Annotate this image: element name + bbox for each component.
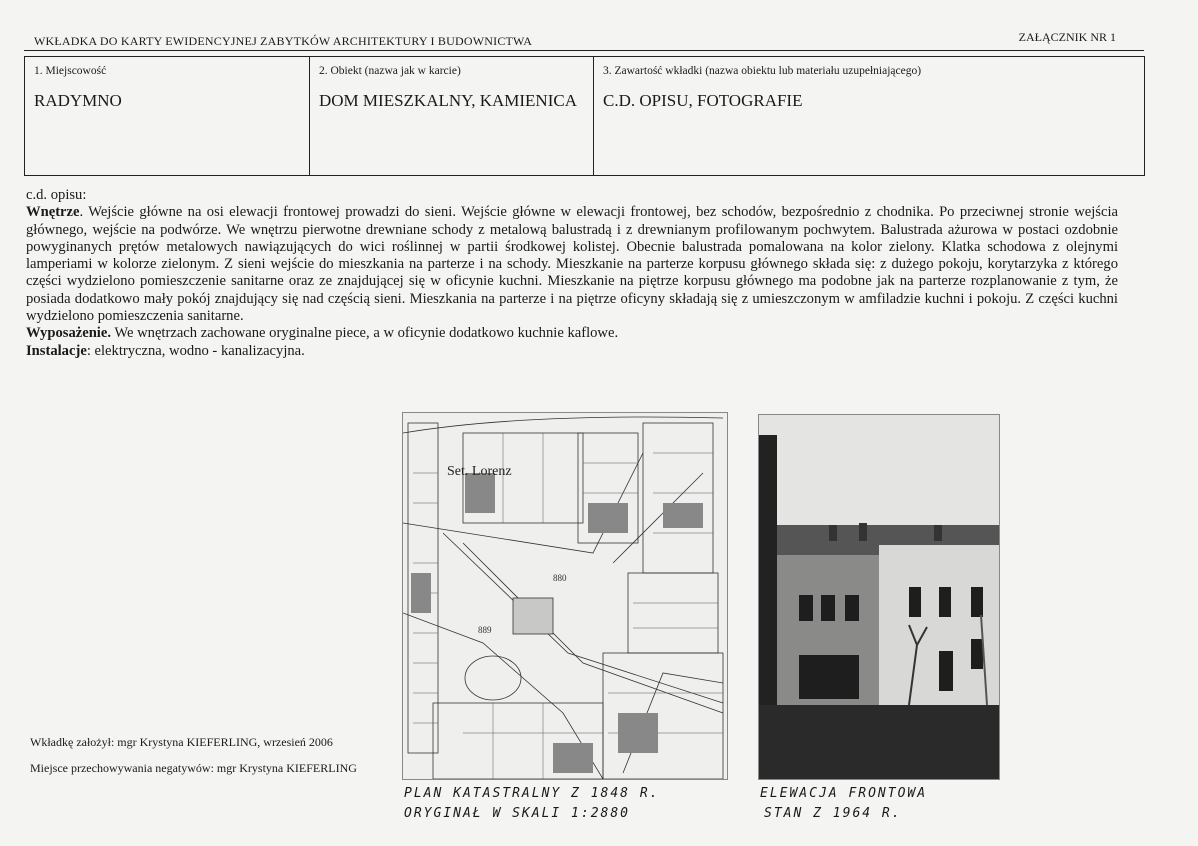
map-square-number: 889 bbox=[478, 625, 492, 635]
interior-text: . Wejście główne na osi elewacji frontowej prowadzi do sieni. Wejście główne w elewacji frontowej, bez schodów, bezpośrednio z chodnika. Po przeciwnej stronie wejścia głównego, wejście na podwórze. We wnętrzu pierwotne drewniane schody z metalową balustradą i z drewnianym profilowanym pochwytem. Balustrada ażurowa w postaci ozdobnie powyginanych prętów metalowych nawiązujących do wici roślinnej w partii środkowej kolistej. Obecnie balustrada pomalowana na kolor zielony. Klatka schodowa z olejnymi lamperiami w kolorze zielonym. Z sieni wejście do mieszkania na parterze i na schody. Mieszkanie na parterze korpusu głównego składa się: z dużego pokoju, korytarzyka z którego części wydzielono pomieszczenie sanitarne oraz ze znajdującej się w oficynie kuchni. Mieszkanie na piętrze korpusu głównego ma podobne jak na parterze rozplanowanie z tym, że posiada dodatkowo mały pokój znajdujący się nad częścią sieni. Mieszkania na parterze i na piętrze oficyny składają się z umieszczonym w amfiladzie kuchni i pokoju. Z części kuchni wydzielono pomieszczenia sanitarne. bbox=[26, 204, 1118, 325]
installations-text: : elektryczna, wodno - kanalizacyjna. bbox=[86, 342, 305, 359]
field-value: DOM MIESZKALNY, KAMIENICA bbox=[319, 91, 577, 110]
photo-caption-line1: ELEWACJA FRONTOWA bbox=[760, 786, 928, 801]
field-locality bbox=[25, 57, 310, 176]
map-parcel-number: 880 bbox=[553, 573, 567, 583]
header-rule bbox=[24, 50, 1144, 51]
field-object bbox=[310, 57, 594, 176]
founded-by-note: Wkładkę założył: mgr Krystyna KIEFERLING, wrzesień 2006 bbox=[30, 735, 333, 749]
field-value: C.D. OPISU, FOTOGRAFIE bbox=[603, 91, 803, 110]
facade-photograph bbox=[758, 414, 1000, 780]
photo-drawing bbox=[759, 415, 999, 779]
interior-heading: Wnętrze bbox=[26, 204, 80, 221]
interior-paragraph bbox=[26, 204, 1118, 325]
equipment-heading: Wyposażenie. bbox=[26, 325, 111, 342]
document-title: WKŁADKA DO KARTY EWIDENCYJNEJ ZABYTKÓW ARCHITEKTURY I BUDOWNICTWA bbox=[34, 34, 533, 48]
description-intro: c.d. opisu: bbox=[26, 187, 87, 203]
map-drawing bbox=[403, 413, 727, 779]
equipment-paragraph bbox=[26, 325, 1118, 342]
photo-caption-line2: STAN Z 1964 R. bbox=[764, 806, 902, 821]
annex-number: ZAŁĄCZNIK NR 1 bbox=[1018, 30, 1116, 44]
field-label: 3. Zawartość wkładki (nazwa obiektu lub materiału uzupełniającego) bbox=[603, 65, 922, 77]
equipment-text: We wnętrzach zachowane oryginalne piece, a w oficynie dodatkowo kuchnie kaflowe. bbox=[111, 325, 619, 342]
field-value: RADYMNO bbox=[34, 91, 122, 110]
field-label: 2. Obiekt (nazwa jak w karcie) bbox=[319, 65, 461, 77]
map-caption-line1: PLAN KATASTRALNY Z 1848 R. bbox=[404, 786, 660, 801]
installations-heading: Instalacje bbox=[26, 342, 87, 359]
field-label: 1. Miejscowość bbox=[34, 65, 107, 77]
metadata-table bbox=[24, 56, 1145, 176]
description-text bbox=[26, 187, 1118, 360]
negatives-note: Miejsce przechowywania negatywów: mgr Krystyna KIEFERLING bbox=[30, 761, 357, 775]
installations-paragraph bbox=[26, 343, 1118, 360]
map-caption-line2: ORYGINAŁ W SKALI 1:2880 bbox=[404, 806, 631, 821]
cadastral-map-image bbox=[402, 412, 728, 780]
map-church-label: Set. Lorenz bbox=[447, 464, 512, 479]
field-contents bbox=[594, 57, 1145, 176]
